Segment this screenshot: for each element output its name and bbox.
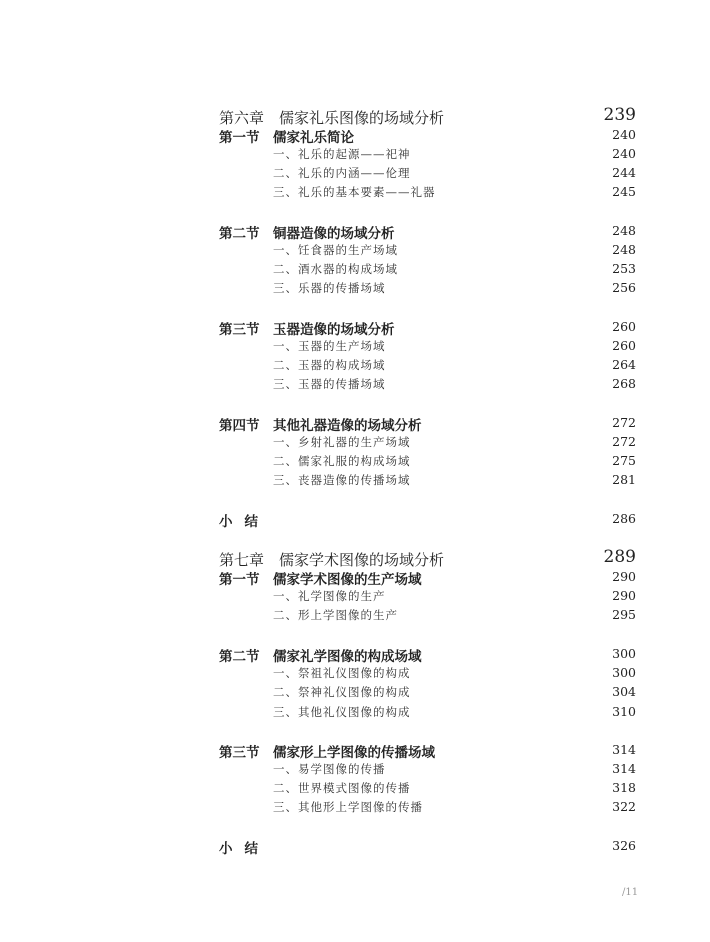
toc-label: 二、玉器的构成场域	[273, 358, 386, 372]
toc-item-row[interactable]	[0, 144, 710, 164]
toc-label: 第一节 儒家学术图像的生产场域	[219, 572, 422, 588]
toc-label: 一、易学图像的传播	[273, 762, 386, 776]
toc-section-row[interactable]	[0, 413, 710, 433]
toc-page-number: 326	[612, 838, 636, 853]
toc-item-row[interactable]	[0, 259, 710, 279]
toc-page-number: 240	[612, 127, 636, 142]
toc-item-row[interactable]	[0, 663, 710, 683]
toc-item-row[interactable]	[0, 182, 710, 202]
page-folio: /11	[622, 887, 639, 898]
toc-page-number: 272	[612, 415, 636, 430]
toc-item-row[interactable]	[0, 470, 710, 490]
toc-page-number: 300	[612, 665, 636, 680]
toc-item-row[interactable]	[0, 432, 710, 452]
toc-label: 小结	[219, 841, 270, 857]
toc-section-row[interactable]	[0, 221, 710, 241]
toc-item-row[interactable]	[0, 605, 710, 625]
toc-label: 二、祭神礼仪图像的构成	[273, 685, 411, 699]
toc-page-number: 268	[612, 376, 636, 391]
toc-page-number: 314	[612, 742, 636, 757]
toc-page-number: 275	[612, 453, 636, 468]
toc-item-row[interactable]	[0, 759, 710, 779]
toc-page-number: 239	[603, 105, 636, 125]
toc-page-number: 260	[612, 338, 636, 353]
toc-page-number: 281	[612, 472, 636, 487]
toc-page-number: 318	[612, 780, 636, 795]
toc-section-row[interactable]	[0, 644, 710, 664]
toc-page-number: 260	[612, 319, 636, 334]
toc-label: 第六章 儒家礼乐图像的场域分析	[219, 109, 445, 127]
toc-page-number: 289	[603, 547, 636, 567]
toc-item-row[interactable]	[0, 682, 710, 702]
toc-label: 小结	[219, 514, 270, 530]
toc-item-row[interactable]	[0, 702, 710, 722]
toc-label: 三、玉器的传播场域	[273, 377, 386, 391]
toc-label: 第四节 其他礼器造像的场域分析	[219, 418, 422, 434]
toc-label: 第二节 铜器造像的场域分析	[219, 226, 395, 242]
toc-page-number: 286	[612, 511, 636, 526]
toc-summary-row[interactable]	[0, 836, 710, 856]
toc-label: 三、其他礼仪图像的构成	[273, 705, 411, 719]
toc-label: 第七章 儒家学术图像的场域分析	[219, 551, 445, 569]
toc-label: 三、其他形上学图像的传播	[273, 800, 423, 814]
toc-item-row[interactable]	[0, 797, 710, 817]
toc-label: 一、饪食器的生产场域	[273, 243, 398, 257]
toc-chapter-row[interactable]	[0, 107, 710, 127]
toc-section-row[interactable]	[0, 125, 710, 145]
toc-item-row[interactable]	[0, 278, 710, 298]
toc-page-number: 264	[612, 357, 636, 372]
toc-page-number: 256	[612, 280, 636, 295]
toc-item-row[interactable]	[0, 586, 710, 606]
toc-page-number: 314	[612, 761, 636, 776]
toc-label: 一、乡射礼器的生产场域	[273, 435, 411, 449]
toc-page-number: 322	[612, 799, 636, 814]
toc-item-row[interactable]	[0, 336, 710, 356]
toc-section-row[interactable]	[0, 567, 710, 587]
toc-label: 一、礼学图像的生产	[273, 589, 386, 603]
toc-label: 第一节 儒家礼乐简论	[219, 130, 354, 146]
toc-label: 第二节 儒家礼学图像的构成场域	[219, 649, 422, 665]
toc-label: 一、玉器的生产场域	[273, 339, 386, 353]
toc-label: 三、乐器的传播场域	[273, 281, 386, 295]
toc-item-row[interactable]	[0, 374, 710, 394]
toc-section-row[interactable]	[0, 740, 710, 760]
toc-page-number: 300	[612, 646, 636, 661]
toc-item-row[interactable]	[0, 451, 710, 471]
toc-chapter-row[interactable]	[0, 549, 710, 569]
toc-page-number: 244	[612, 165, 636, 180]
toc-label: 二、世界模式图像的传播	[273, 781, 411, 795]
toc-page-number: 272	[612, 434, 636, 449]
toc-item-row[interactable]	[0, 778, 710, 798]
toc-page-number: 253	[612, 261, 636, 276]
toc-label: 二、酒水器的构成场域	[273, 262, 398, 276]
toc-label: 第三节 儒家形上学图像的传播场域	[219, 745, 435, 761]
toc-item-row[interactable]	[0, 355, 710, 375]
toc-page-number: 240	[612, 146, 636, 161]
toc-page-number: 248	[612, 223, 636, 238]
toc-label: 第三节 玉器造像的场域分析	[219, 322, 395, 338]
toc-label: 一、祭祖礼仪图像的构成	[273, 666, 411, 680]
toc-section-row[interactable]	[0, 317, 710, 337]
toc-page-number: 245	[612, 184, 636, 199]
toc-page-number: 310	[612, 704, 636, 719]
toc-item-row[interactable]	[0, 240, 710, 260]
toc-label: 三、丧器造像的传播场域	[273, 473, 411, 487]
toc-page-number: 248	[612, 242, 636, 257]
toc-item-row[interactable]	[0, 163, 710, 183]
toc-label: 三、礼乐的基本要素——礼器	[273, 185, 436, 199]
toc-label: 二、儒家礼服的构成场域	[273, 454, 411, 468]
toc-summary-row[interactable]	[0, 509, 710, 529]
toc-label: 一、礼乐的起源——祀神	[273, 147, 411, 161]
toc-page-number: 295	[612, 607, 636, 622]
toc-page-number: 290	[612, 569, 636, 584]
toc-page-number: 290	[612, 588, 636, 603]
toc-label: 二、形上学图像的生产	[273, 608, 398, 622]
toc-label: 二、礼乐的内涵——伦理	[273, 166, 411, 180]
toc-page-number: 304	[612, 684, 636, 699]
